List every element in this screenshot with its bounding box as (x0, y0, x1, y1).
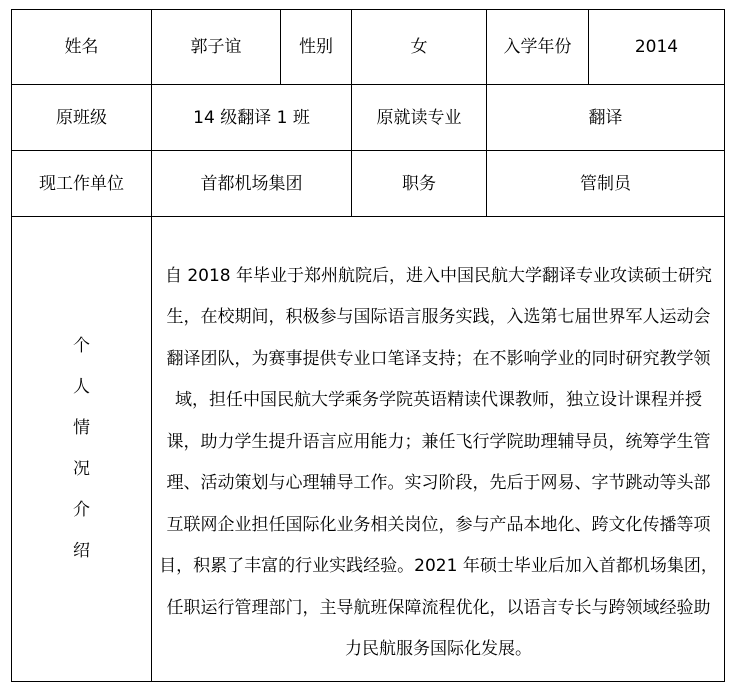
employer-label: 现工作单位 (12, 151, 152, 217)
gender-value: 女 (352, 10, 487, 85)
profile-table (11, 9, 725, 682)
intro-text: 自 2018 年毕业于郑州航院后，进入中国民航大学翻译专业攻读硕士研究生，在校期间，积极参与国际语言服务实践，入选第七届世界军人运动会翻译团队，为赛事提供专业口笔译支持；在不影响学业的同时研究教学领域，担任中国民航大学乘务学院英语精读代课教师，独立设计课程并授课，助力学生提升语言应用能力；兼任飞行学院助理辅导员，统筹学生管理、活动策划与心理辅导工作。实习阶段，先后于网易、字节跳动等头部互联网企业担任国际化业务相关岗位，参与产品本地化、跨文化传播等项目，积累了丰富的行业实践经验。2021 年硕士毕业后加入首都机场集团，任职运行管理部门，主导航班保障流程优化，以语言专长与跨领域经验助力民航服务国际化发展。 (152, 217, 725, 682)
class-label: 原班级 (12, 85, 152, 151)
employer-value: 首都机场集团 (152, 151, 352, 217)
row-education (12, 85, 725, 151)
major-value: 翻译 (487, 85, 725, 151)
row-introduction (12, 217, 725, 682)
class-value: 14 级翻译 1 班 (152, 85, 352, 151)
row-basic-info (12, 10, 725, 85)
position-label: 职务 (352, 151, 487, 217)
enroll-year-label: 入学年份 (487, 10, 589, 85)
gender-label: 性别 (281, 10, 352, 85)
enroll-year-value: 2014 (589, 10, 725, 85)
name-value: 郭子谊 (152, 10, 281, 85)
major-label: 原就读专业 (352, 85, 487, 151)
position-value: 管制员 (487, 151, 725, 217)
intro-label: 个人情况介绍 (73, 336, 90, 561)
row-employment (12, 151, 725, 217)
intro-label-cell (12, 217, 152, 682)
name-label: 姓名 (12, 10, 152, 85)
